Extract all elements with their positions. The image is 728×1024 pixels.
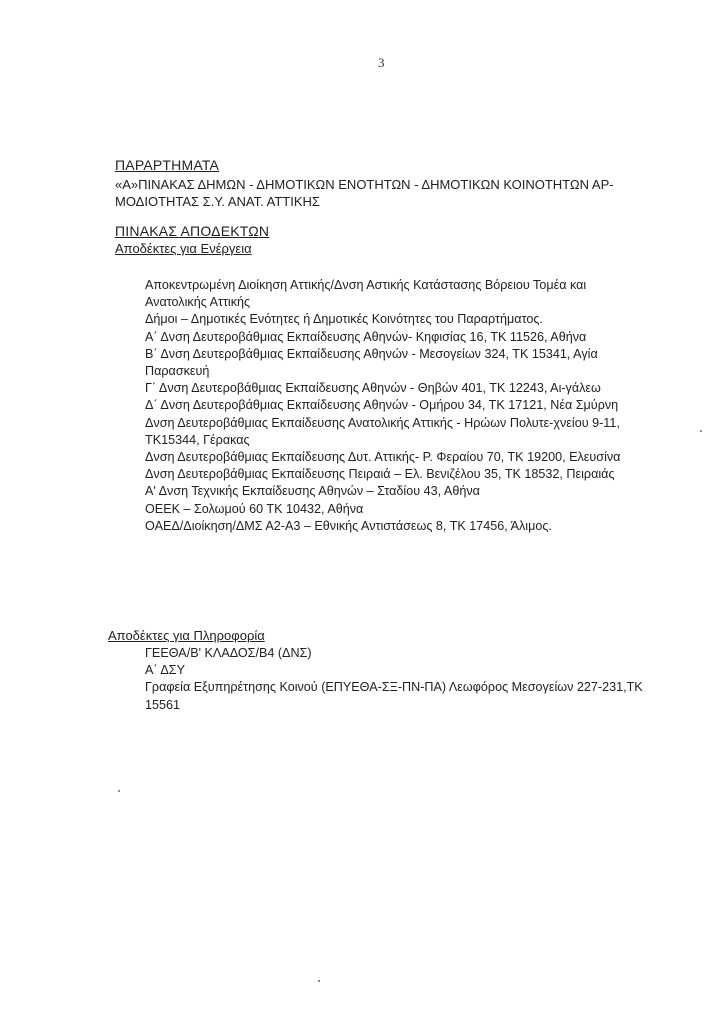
annex-section xyxy=(115,157,635,210)
list-item: Β΄ Δνση Δευτεροβάθμιας Εκπαίδευσης Αθηνών - Μεσογείων 324, ΤΚ 15341, Αγία Παρασκευή xyxy=(145,346,598,379)
scan-speck xyxy=(118,790,120,792)
list-item: Γ΄ Δνση Δευτεροβάθμιας Εκπαίδευσης Αθηνών - Θηβών 401, ΤΚ 12243, Αι-γάλεω xyxy=(145,381,601,396)
list-item: Α΄ Δνση Δευτεροβάθμιας Εκπαίδευσης Αθηνών- Κηφισίας 16, ΤΚ 11526, Αθήνα xyxy=(145,329,587,344)
list-item: Α' Δνση Τεχνικής Εκπαίδευσης Αθηνών – Σταδίου 43, Αθήνα xyxy=(145,484,480,499)
list-item: Γραφεία Εξυπηρέτησης Κοινού (ΕΠΥΕΘΑ-ΣΞ-ΠΝ-ΠΑ) Λεωφόρος Μεσογείων 227-231,ΤΚ 15561 xyxy=(145,680,643,712)
action-recipients-list xyxy=(145,277,637,535)
list-item: ΓΕΕΘΑ/Β' ΚΛΑΔΟΣ/Β4 (ΔΝΣ) xyxy=(145,646,312,660)
list-item: Δνση Δευτεροβάθμιας Εκπαίδευσης Δυτ. Αττικής- Ρ. Φεραίου 70, ΤΚ 19200, Ελευσίνα xyxy=(145,450,621,465)
list-item: ΟΕΕΚ – Σολωμού 60 ΤΚ 10432, Αθήνα xyxy=(145,501,364,516)
recipients-heading: ΠΙΝΑΚΑΣ ΑΠΟΔΕΚΤΩΝ xyxy=(115,223,270,239)
list-item: Δ΄ Δνση Δευτεροβάθμιας Εκπαίδευσης Αθηνών - Ομήρου 34, ΤΚ 17121, Νέα Σμύρνη xyxy=(145,398,619,413)
info-recipients-list xyxy=(145,645,645,714)
action-recipients-heading: Αποδέκτες για Ενέργεια xyxy=(115,241,252,256)
recipients-section xyxy=(115,223,635,257)
list-item: Α΄ ΔΣΥ xyxy=(145,663,185,678)
list-item: Δνση Δευτεροβάθμιας Εκπαίδευσης Ανατολικής Αττικής - Ηρώων Πολυτε-χνείου 9-11, ΤΚ15344, Γέρακας xyxy=(145,415,620,447)
list-item: ΟΑΕΔ/Διοίκηση/ΔΜΣ Α2-Α3 – Εθνικής Αντιστάσεως 8, ΤΚ 17456, Άλιμος. xyxy=(145,518,552,533)
page-number: 3 xyxy=(378,55,385,70)
annex-text: «Α»ΠΙΝΑΚΑΣ ΔΗΜΩΝ - ΔΗΜΟΤΙΚΩΝ ΕΝΟΤΗΤΩΝ - ΔΗΜΟΤΙΚΩΝ ΚΟΙΝΟΤΗΤΩΝ ΑΡ-ΜΟΔΙΟΤΗΤΑΣ Σ.Υ. ΑΝΑΤ. ΑΤΤΙΚΗΣ xyxy=(115,177,614,209)
list-item: Δήμοι – Δημοτικές Ενότητες ή Δημοτικές Κοινότητες του Παραρτήματος. xyxy=(145,312,543,327)
scan-speck xyxy=(700,430,702,432)
scan-speck xyxy=(318,980,320,982)
annex-heading: ΠΑΡΑΡΤΗΜΑΤΑ xyxy=(115,157,220,173)
list-item: Αποκεντρωμένη Διοίκηση Αττικής/Δνση Αστικής Κατάστασης Βόρειου Τομέα και Ανατολικής Αττικής xyxy=(145,278,587,310)
info-recipients-heading: Αποδέκτες για Πληροφορία xyxy=(108,628,265,643)
list-item: Δνση Δευτεροβάθμιας Εκπαίδευσης Πειραιά – Ελ. Βενιζέλου 35, ΤΚ 18532, Πειραιάς xyxy=(145,467,615,482)
